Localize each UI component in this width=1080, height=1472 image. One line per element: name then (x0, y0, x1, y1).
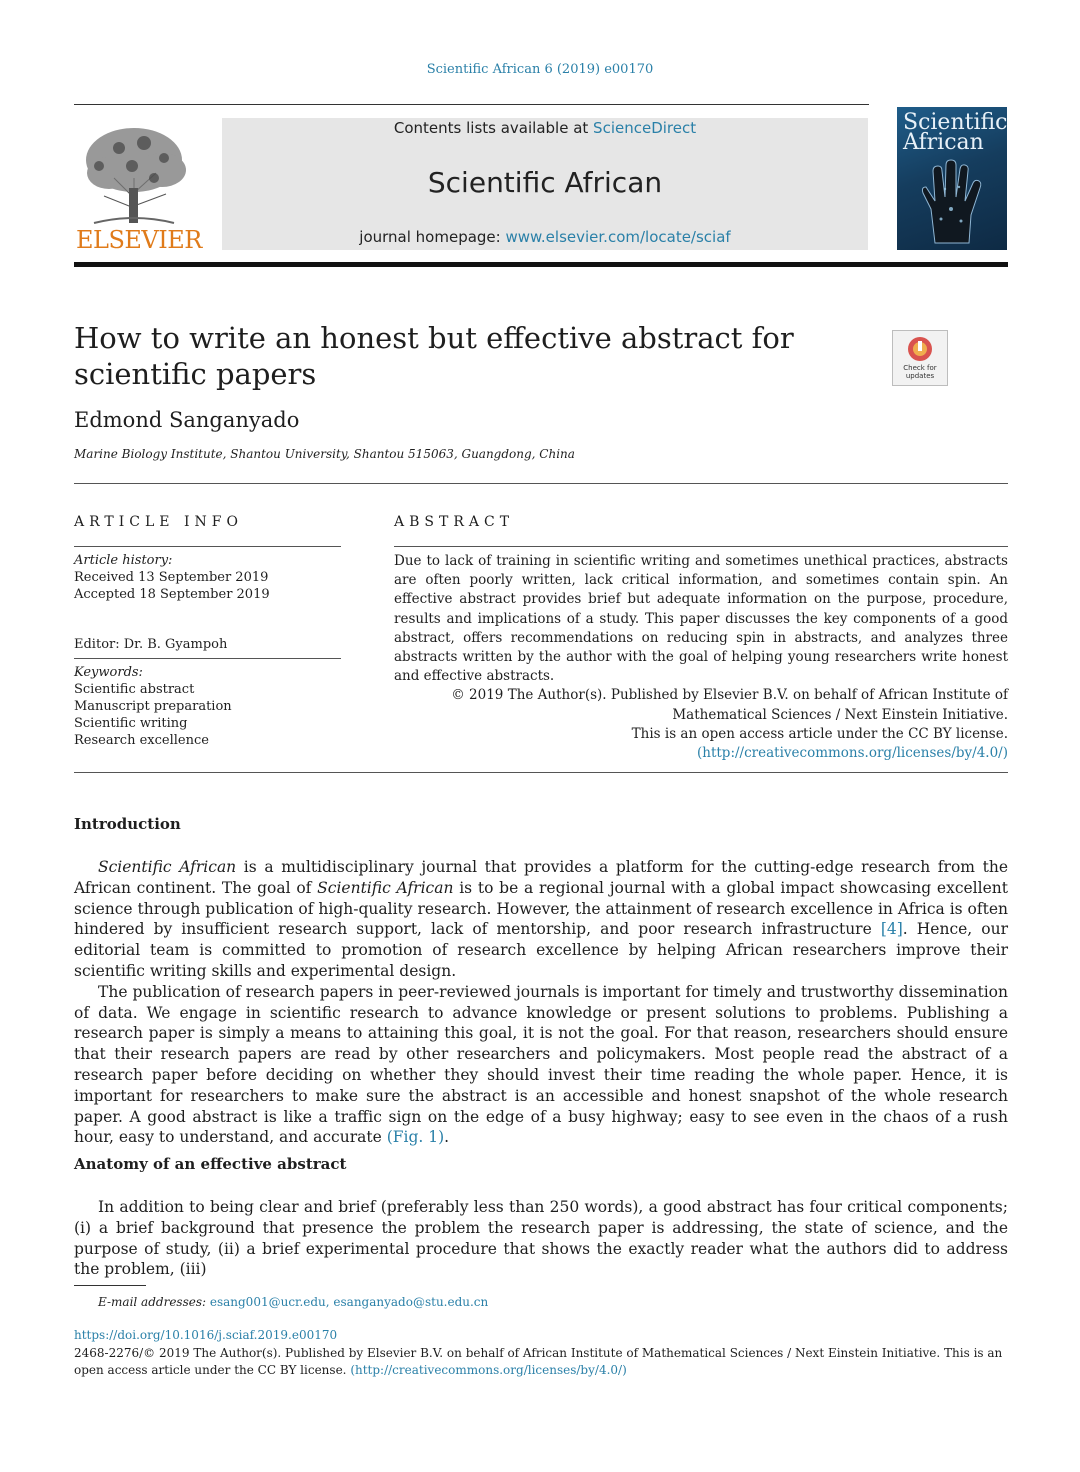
email-footnote (98, 1294, 488, 1311)
figure-link[interactable]: (Fig. 1) (386, 1128, 445, 1147)
affiliation: Marine Biology Institute, Shantou University, Shantou 515063, Guangdong, China (74, 447, 575, 461)
journal-citation[interactable]: Scientific African 6 (2019) e00170 (426, 62, 654, 77)
intro-p1-text-a: is a multidisciplinary journal that provides a platform for the cutting-edge research from the African continent. The goal of (74, 858, 1008, 897)
introduction-paragraph-1 (74, 857, 1008, 982)
header-thick-rule (74, 262, 1008, 267)
abstract-license-link[interactable]: (http://creativecommons.org/licenses/by/4.0/) (697, 745, 1008, 762)
cover-title (903, 110, 1007, 155)
license-text: 2468-2276/© 2019 The Author(s). Published by Elsevier B.V. on behalf of African Institute of Mathematical Sciences / Next Einstein Initiative. This is an open access article under the CC BY license. (74, 1346, 1003, 1377)
article-info-rule (74, 546, 341, 547)
hand-icon (915, 159, 989, 245)
intro-p1-text-c: . Hence, our editorial team is committed to promotion of research excellence by helping African researchers improve their scientific writing skills and experimental design. (74, 920, 1009, 980)
abstract-copyright-1: © 2019 The Author(s). Published by Elsevier B.V. on behalf of African Institute of (451, 687, 1008, 704)
abstract-heading: ABSTRACT (394, 514, 515, 530)
front-matter-rule (74, 483, 1008, 484)
check-updates-icon (906, 335, 934, 363)
reference-link[interactable]: [4] (880, 920, 903, 939)
anatomy-paragraph-1: In addition to being clear and brief (preferably less than 250 words), a good abstract has four critical components; (i) a brief background that presence the problem the research paper is addressing, the state of science, and the purpose of study, (ii) a brief experimental procedure that shows the exactly reader what the authors did to address the problem, (iii) (74, 1198, 1008, 1279)
sciencedirect-link[interactable]: ScienceDirect (593, 119, 697, 137)
article-history-label: Article history: (74, 553, 173, 568)
abstract-body (394, 552, 1008, 763)
intro-p2-text-b: . (444, 1128, 450, 1147)
homepage-line (222, 228, 868, 246)
introduction-body (74, 857, 1008, 1148)
received-date: Received 13 September 2019 (74, 570, 269, 585)
contents-prefix: Contents lists available at (393, 119, 594, 137)
introduction-paragraph-2 (74, 982, 1008, 1148)
header-top-rule (74, 104, 869, 105)
accepted-date: Accepted 18 September 2019 (74, 587, 270, 602)
editor-line: Editor: Dr. B. Gyampoh (74, 637, 228, 652)
abstract-bottom-rule (74, 772, 1008, 773)
article-history-block (74, 552, 341, 603)
intro-p1-text-b: is to be a regional journal with a global impact showcasing excellent science through publication of high-quality research. However, the attainment of research excellence in Africa is often hindered by insufficient research support, lack of mentorship, and poor research infrastructure (74, 878, 1008, 939)
homepage-prefix: journal homepage: (359, 228, 506, 246)
journal-name-italic: Scientific African (98, 858, 237, 876)
journal-name: Scientific African (427, 166, 663, 199)
introduction-heading: Introduction (74, 815, 181, 833)
cover-title-line2: African (903, 130, 984, 155)
anatomy-heading: Anatomy of an effective abstract (74, 1155, 347, 1173)
email-label: E-mail addresses: (98, 1295, 210, 1309)
homepage-link[interactable]: www.elsevier.com/locate/sciaf (505, 228, 731, 246)
doi-link[interactable]: https://doi.org/10.1016/j.sciaf.2019.e00170 (74, 1328, 338, 1342)
abstract-rule (394, 546, 1008, 547)
keywords-rule (74, 658, 341, 659)
keyword-item: Research excellence (74, 733, 209, 748)
keywords-block (74, 664, 341, 749)
anatomy-body (74, 1197, 1008, 1280)
article-info-heading: ARTICLE INFO (74, 514, 243, 530)
intro-p2-text-a: The publication of research papers in peer-reviewed journals is important for timely and trustworthy dissemination of data. We engage in scientific research to advance knowledge or present solutions to problems. Publishing a research paper is simply a means to attaining this goal, it is not the goal. For that reason, researchers should ensure that their research papers are read by other researchers and policymakers. Most people read the abstract of a research paper before deciding on whether they should invest their time reading the whole paper. Hence, it is important for researchers to make sure the abstract is an accessible and honest snapshot of the whole research paper. A good abstract is like a traffic sign on the edge of a busy highway; easy to see even in the chaos of a rush hour, easy to understand, and accurate (74, 982, 1008, 1147)
footnote-rule (74, 1285, 146, 1286)
keyword-item: Scientific writing (74, 716, 188, 731)
contents-line (222, 119, 868, 137)
abstract-open-access: This is an open access article under the CC BY license. (631, 725, 1008, 742)
check-for-updates-button[interactable] (892, 330, 948, 386)
author-name[interactable]: Edmond Sanganyado (74, 408, 300, 432)
footer-license-link[interactable]: (http://creativecommons.org/licenses/by/4.0/) (350, 1363, 627, 1377)
article-title: How to write an honest but effective abstract for scientific papers (74, 321, 794, 391)
keyword-item: Scientific abstract (74, 682, 195, 697)
email-links[interactable]: esang001@ucr.edu, esanganyado@stu.edu.cn (209, 1295, 489, 1309)
cover-title-line1: Scientific (903, 110, 1007, 135)
keyword-item: Manuscript preparation (74, 699, 232, 714)
check-updates-label: Check for updates (903, 364, 937, 380)
license-footnote (74, 1345, 1008, 1379)
abstract-text: Due to lack of training in scientific writing and sometimes unethical practices, abstracts are often poorly written, lack critical information, and sometimes contain spin. An effective abstract provides brief but adequate information on the purpose, procedure, results and implications of a study. This paper discusses the key components of a good abstract, offers recommendations on reducing spin in abstracts, and analyzes three abstracts written by the author with the goal of helping young researchers write honest and effective abstracts. (394, 553, 1008, 685)
journal-name-italic: Scientific African (317, 878, 454, 897)
keywords-label: Keywords: (74, 665, 143, 680)
abstract-copyright-2: Mathematical Sciences / Next Einstein Initiative. (672, 706, 1008, 723)
journal-cover-image[interactable] (897, 107, 1007, 250)
elsevier-wordmark: ELSEVIER (76, 226, 202, 254)
